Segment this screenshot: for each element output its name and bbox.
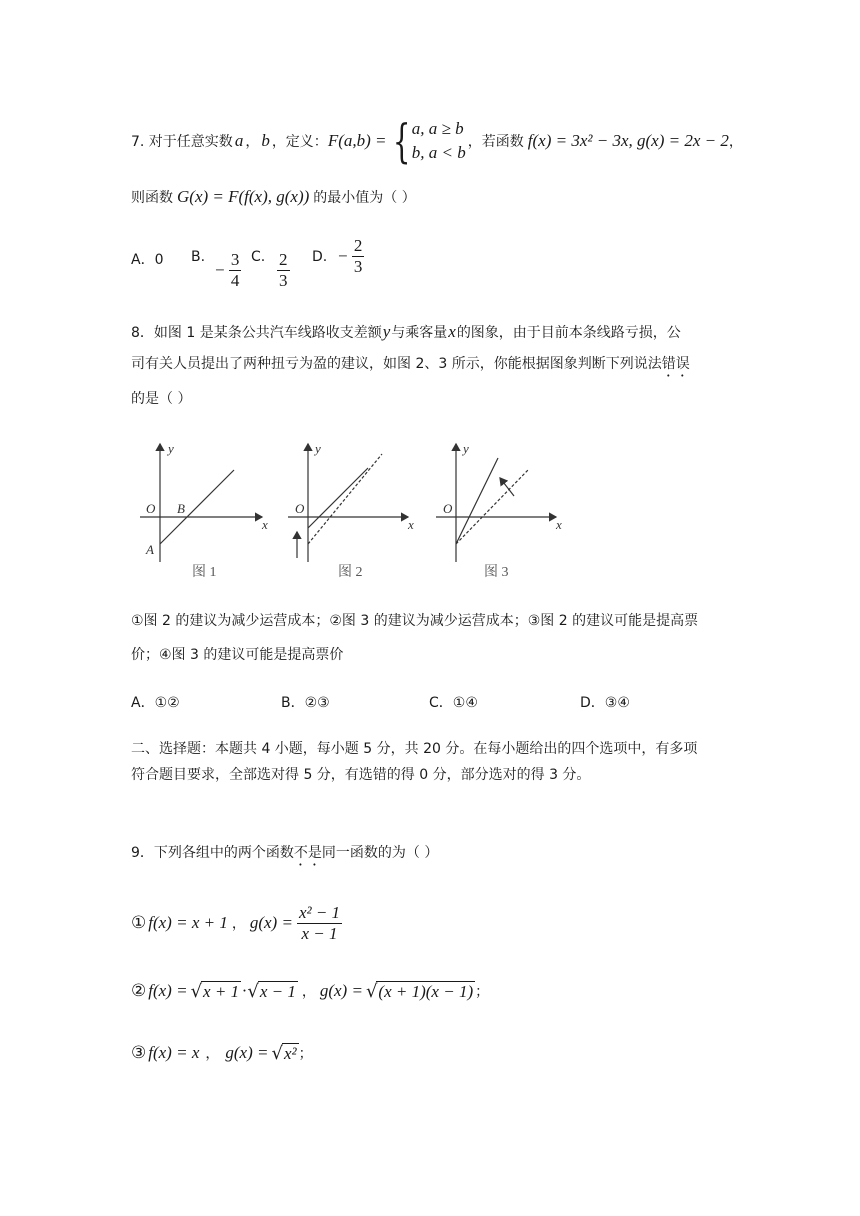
fig2-caption: 图 2 xyxy=(338,565,363,580)
q7-option-d-den: 3 xyxy=(353,257,363,276)
q7-option-d-fraction xyxy=(352,236,365,277)
q7-line2-prefix: 则函数 xyxy=(131,190,173,206)
fig1-y-label: y xyxy=(168,441,174,456)
q7-option-b-sign: − xyxy=(215,260,225,280)
q8-line1-post: 的图象，由于目前本条线路亏损，公 xyxy=(456,325,681,341)
q9-item1 xyxy=(131,898,342,948)
q7-option-b-num: 3 xyxy=(230,250,240,269)
q7-option-d-value xyxy=(338,236,364,277)
q7-comma2: ，定义： xyxy=(271,134,328,150)
fig1-point-a-label: A xyxy=(146,542,154,557)
q8-statements-line1: ①图 2 的建议为减少运营成本；②图 3 的建议为减少运营成本；③图 2 的建议可能是提高票 xyxy=(131,613,699,629)
q9-item2-dot: · xyxy=(242,981,247,1000)
fig3-origin-label: O xyxy=(443,501,453,516)
q8-statements-line2: 价；④图 3 的建议可能是提高票价 xyxy=(131,647,344,663)
q8-option-a[interactable]: A．①② xyxy=(131,695,180,711)
q7-var-a: a xyxy=(234,131,244,150)
q9-item1-g-lhs: g(x) = xyxy=(249,913,293,932)
q7-prefix: 7. 对于任意实数 xyxy=(131,134,233,150)
fig3-caption: 图 3 xyxy=(484,565,509,580)
q7-option-b-den: 4 xyxy=(230,271,240,290)
q9-pre: 9．下列各组中的两个函数 xyxy=(131,845,294,861)
q9-item2-radical3-sign: √ xyxy=(365,980,378,1002)
q7-brace: { xyxy=(392,114,410,168)
q9-item1-g-fraction xyxy=(297,903,342,944)
fig2-new-line xyxy=(308,468,368,528)
q7-option-c-num: 2 xyxy=(279,250,288,269)
q8-option-c[interactable]: C．①④ xyxy=(429,695,478,711)
fig3-y-label: y xyxy=(463,441,469,456)
q7-F-lhs: F(a,b) = xyxy=(327,131,387,150)
q7-G-expr: G(x) = F(f(x), g(x)) xyxy=(177,187,310,206)
q7-cases xyxy=(412,117,466,165)
q7-mid: ，若函数 xyxy=(467,134,524,150)
q9-item2-radical3: (x + 1)(x − 1) xyxy=(378,981,474,1001)
q9-post: 同一函数的为（ ） xyxy=(321,845,439,861)
section2-line2: 符合题目要求，全部选对得 5 分，有选错的得 0 分，部分选对的得 3 分。 xyxy=(131,767,591,783)
q7-option-a[interactable]: A．0 xyxy=(131,252,164,268)
q7-option-b-label[interactable]: B. xyxy=(191,249,206,265)
q9-item2-f-lhs: f(x) = xyxy=(148,981,188,1000)
q8-var-y: y xyxy=(382,322,391,341)
q7-option-c-label[interactable]: C. xyxy=(251,249,266,265)
q9-item3-g-lhs: g(x) = xyxy=(225,1043,269,1062)
fig3-new-line xyxy=(456,458,498,544)
fig1-x-label: x xyxy=(262,517,268,532)
q7-option-c-value xyxy=(277,250,290,291)
fig3 xyxy=(436,444,556,562)
q9-item1-marker: ① xyxy=(131,913,147,933)
q8-var-x: x xyxy=(448,322,456,341)
q9-item3-radical-sign: √ xyxy=(271,1042,283,1064)
q9-item2-radical1: x + 1 xyxy=(203,981,240,1001)
q8-options xyxy=(131,692,731,714)
q9-item3-end: ； xyxy=(298,1046,313,1062)
fig1-caption: 图 1 xyxy=(192,565,217,580)
q8-option-d[interactable]: D．③④ xyxy=(580,695,630,711)
q9-item3 xyxy=(131,1040,313,1066)
q7-funcs: f(x) = 3x² − 3x, g(x) = 2x − 2 xyxy=(527,131,729,150)
q9-item3-f: f(x) = x xyxy=(148,1043,200,1062)
q9-item1-g-den: x − 1 xyxy=(301,923,338,943)
fig3-x-label: x xyxy=(556,517,562,532)
q8-line2 xyxy=(131,353,690,380)
q7-end-comma: ， xyxy=(728,134,743,150)
q8-line1 xyxy=(131,320,681,344)
fig2 xyxy=(288,444,408,562)
q9-item1-sep: ， xyxy=(231,916,246,932)
q7-option-d-label[interactable]: D. xyxy=(312,249,328,265)
q7-option-b-fraction xyxy=(229,250,242,291)
q8-line3: 的是（ ） xyxy=(131,391,192,407)
q9-item1-f: f(x) = x + 1 xyxy=(148,913,228,932)
q8-line2-emph: 错误 xyxy=(661,356,690,372)
q9-item2-radical2: x − 1 xyxy=(259,981,296,1001)
q9-item2-sep: ， xyxy=(301,984,316,1000)
q9-item2-g-lhs: g(x) = xyxy=(319,981,363,1000)
fig2-original-dashed-line xyxy=(308,454,382,544)
q7-var-b: b xyxy=(261,131,270,150)
q8-line1-pre: 8．如图 1 是某条公共汽车线路收支差额 xyxy=(131,325,382,341)
q7-case1: a, a ≥ b xyxy=(411,119,464,138)
fig1-point-b-label: B xyxy=(177,501,185,516)
q9-item2-radical1-sign: √ xyxy=(190,980,203,1002)
q9-emph: 不是 xyxy=(293,845,322,861)
fig2-x-label: x xyxy=(408,517,414,532)
fig1 xyxy=(140,444,262,562)
fig1-line xyxy=(160,470,234,544)
q7-line2-suffix: 的最小值为（ ） xyxy=(313,190,416,206)
q7-option-d-num: 2 xyxy=(353,236,363,255)
fig2-y-label: y xyxy=(315,441,321,456)
q9-item2-marker: ② xyxy=(131,981,147,1001)
q7-line2 xyxy=(131,184,416,210)
fig2-origin-label: O xyxy=(295,501,305,516)
q7-option-c-den: 3 xyxy=(279,271,288,290)
q8-figures xyxy=(138,436,568,586)
q9-stem xyxy=(131,842,438,869)
q9-item3-radical: x² xyxy=(283,1043,297,1063)
q9-item2 xyxy=(131,978,489,1004)
q8-line2-pre: 司有关人员提出了两种扭亏为盈的建议，如图 2、3 所示，你能根据图象判断下列说法 xyxy=(131,356,662,372)
q8-line1-mid: 与乘客量 xyxy=(391,325,448,341)
q9-item2-radical2-sign: √ xyxy=(247,980,259,1002)
section2-line1: 二、选择题：本题共 4 小题，每小题 5 分，共 20 分。在每小题给出的四个选项中，有多项 xyxy=(131,741,698,757)
q7-option-d-sign: − xyxy=(338,246,348,266)
fig3-original-dashed-line xyxy=(456,470,528,544)
q9-item2-end: ； xyxy=(475,984,490,1000)
q9-item3-sep: ， xyxy=(205,1046,220,1062)
q8-option-b[interactable]: B．②③ xyxy=(281,695,330,711)
q7-comma1: ， xyxy=(245,134,260,150)
q7-line1 xyxy=(131,116,743,166)
fig3-rotate-arrow xyxy=(500,478,514,496)
q9-item1-g-num: x² − 1 xyxy=(298,902,341,922)
q7-option-b-value xyxy=(215,250,241,291)
q9-item3-marker: ③ xyxy=(131,1043,147,1063)
q7-case2: b, a < b xyxy=(411,143,466,162)
fig1-origin-label: O xyxy=(146,501,156,516)
q7-option-c-fraction xyxy=(277,250,290,291)
